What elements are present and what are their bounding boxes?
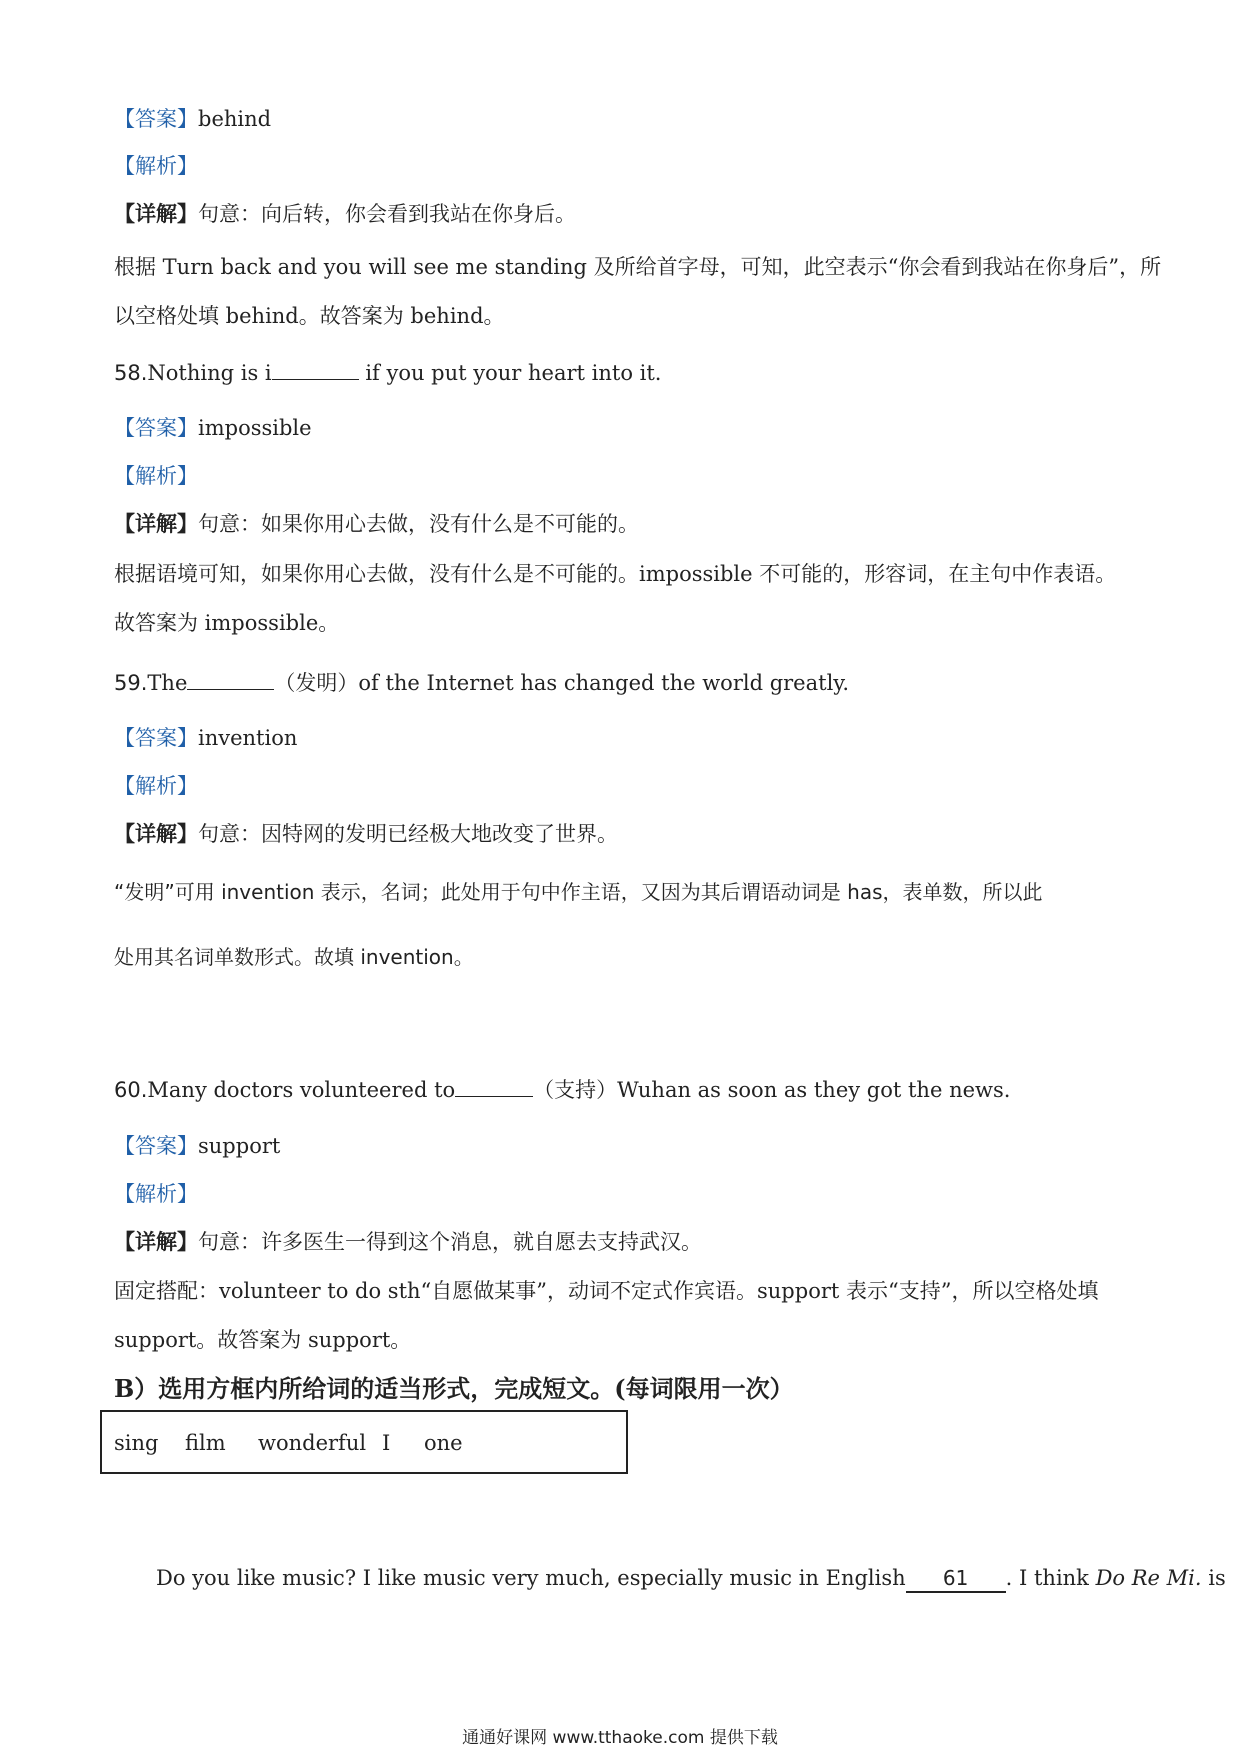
analysis-tag: 【解析】 [114,464,198,488]
q58-answer [114,413,312,443]
passage-text: Do you like music? I like music very much, especially music in English [156,1566,906,1590]
detail-tag: 【详解】 [114,1229,198,1254]
q59-explain-line-1: “发明”可用 invention 表示，名词；此处用于句中作主语，又因为其后谓语动词是 has，表单数，所以此 [114,880,1043,904]
stem-after: （支持）Wuhan as soon as they got the news. [533,1078,1011,1102]
analysis-tag: 【解析】 [114,774,198,798]
detail-text: 句意：许多医生一得到这个消息，就自愿去支持武汉。 [198,1230,702,1254]
analysis-tag: 【解析】 [114,1182,198,1206]
q60-stem [114,1074,1010,1105]
q58-analysis [114,461,198,491]
q59-stem [114,667,849,698]
q60-explain-line-1: 固定搭配：volunteer to do sth“自愿做某事”，动词不定式作宾语。support 表示“支持”，所以空格处填 [114,1279,1099,1303]
q60-answer [114,1131,280,1161]
stem-before: Many doctors volunteered to [147,1078,456,1102]
q58-stem [114,357,661,388]
answer-text: support [198,1134,281,1158]
question-number: 59. [114,671,148,695]
detail-text: 句意：因特网的发明已经极大地改变了世界。 [198,822,618,846]
answer-tag: 【答案】 [114,107,198,131]
analysis-tag: 【解析】 [114,154,198,178]
word-box-item: film [185,1431,226,1455]
passage-line [156,1563,1226,1593]
answer-text: invention [198,726,298,750]
stem-after: if you put your heart into it. [358,361,662,385]
word-box-item: sing [114,1431,159,1455]
answer-text: impossible [198,416,312,440]
q57-detail [114,199,576,229]
q58-detail [114,509,639,539]
answer-blank [272,357,359,380]
q57-explain-line-1: 根据 Turn back and you will see me standing 及所给首字母，可知，此空表示“你会看到我站在你身后”，所 [114,255,1162,279]
q59-explain-line-2: 处用其名词单数形式。故填 invention。 [114,945,474,969]
answer-tag: 【答案】 [114,726,198,750]
q58-explain-line-2: 故答案为 impossible。 [114,611,340,635]
numbered-blank: 61 [906,1565,1006,1593]
q57-explain-line-2: 以空格处填 behind。故答案为 behind。 [114,304,505,328]
answer-tag: 【答案】 [114,1134,198,1158]
answer-tag: 【答案】 [114,416,198,440]
question-number: 60. [114,1078,148,1102]
q57-analysis [114,151,198,181]
word-box-item: wonderful [258,1431,367,1455]
detail-text: 句意：向后转，你会看到我站在你身后。 [198,202,576,226]
stem-before: The [147,671,188,695]
stem-before: Nothing is i [147,361,272,385]
passage-text: . I think [1005,1566,1096,1590]
detail-tag: 【详解】 [114,821,198,846]
answer-text: behind [198,107,272,131]
passage-text: is [1201,1566,1226,1590]
q60-detail [114,1227,702,1257]
q59-detail [114,819,618,849]
stem-after: （发明）of the Internet has changed the world greatly. [274,671,850,695]
section-b-title: B）选用方框内所给词的适当形式，完成短文。(每词限用一次） [114,1374,794,1403]
q58-explain-line-1: 根据语境可知，如果你用心去做，没有什么是不可能的。impossible 不可能的，形容词，在主句中作表语。 [114,562,1117,586]
q59-answer [114,723,297,753]
q60-explain-line-2: support。故答案为 support。 [114,1328,412,1352]
song-title: Do Re Mi. [1095,1566,1202,1590]
word-box [100,1410,628,1474]
word-box-item: one [424,1431,463,1455]
detail-tag: 【详解】 [114,511,198,536]
q60-analysis [114,1179,198,1209]
q57-answer [114,104,271,134]
detail-tag: 【详解】 [114,201,198,226]
q59-analysis [114,771,198,801]
footer-watermark: 通通好课网 www.tthaoke.com 提供下载 [462,1728,778,1748]
answer-blank [187,667,274,690]
answer-blank [455,1074,533,1097]
detail-text: 句意：如果你用心去做，没有什么是不可能的。 [198,512,639,536]
question-number: 58. [114,361,148,385]
word-box-item: I [382,1431,391,1455]
